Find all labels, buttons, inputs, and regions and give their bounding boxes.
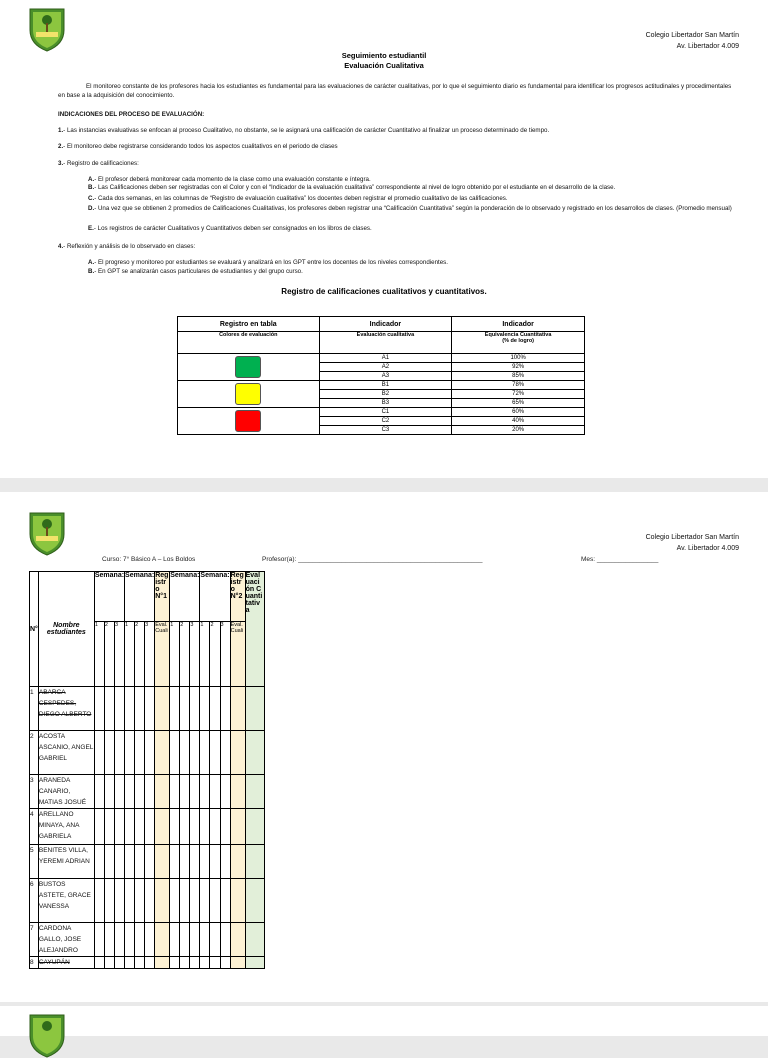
grade-cell[interactable] [210,923,220,957]
grade-cell[interactable] [180,731,190,775]
indicator: C3 [319,426,452,435]
eval-cuali-2: Eval. Cuali [230,622,245,687]
grade-cell[interactable] [170,809,180,845]
student-number: 8 [30,957,39,969]
grade-cell[interactable] [94,687,104,731]
grade-cell[interactable] [145,845,155,879]
grade-cell[interactable] [125,775,135,809]
grade-cell[interactable] [114,923,124,957]
table-row [30,775,265,809]
grade-cell[interactable] [94,879,104,923]
percent: 20% [452,426,585,435]
grade-cell[interactable] [114,957,124,969]
register-1-header: Registro N°1 [155,572,170,622]
green-swatch [235,356,261,378]
grade-cell[interactable] [230,957,245,969]
item-3d: D.- Una vez que se obtienen 2 promedios de Calificaciones Cualitativas, los profesores deben registrar una “Calificación Cuantitativa” según la ponderación de lo observado y registrado en los desarrollos de clases. (Promedio mensual) [88,205,732,212]
grade-cell[interactable] [180,845,190,879]
day-2: 2 [135,622,145,687]
doc-title: Seguimiento estudiantil [341,51,427,60]
grade-cell[interactable] [114,775,124,809]
student-number: 5 [30,845,39,879]
grade-cell[interactable] [190,957,200,969]
legend-sub-1: Colores de evaluación [178,332,320,354]
grade-cell[interactable] [190,845,200,879]
day-1: 1 [94,622,104,687]
grade-cell[interactable] [155,923,170,957]
intro-paragraph: El monitoreo constante de los profesores hacia los estudiantes es fundamental para las evaluaciones de carácter cualitativas, por lo que el seguimiento diario es fundamental para identificar los progresos actitudinales y procedimentales en base a la adquisición del conocimiento. [58,83,732,99]
red-swatch [235,410,261,432]
item-1: 1.- Las instancias evaluativas se enfocan al proceso Cualitativo, no obstante, se le asignará una calificación de carácter Cuantitativo al finalizar un proceso determinado de tiempo. [58,127,550,134]
table-row [30,845,265,879]
percent: 100% [452,354,585,363]
percent: 72% [452,390,585,399]
grade-cell[interactable] [94,731,104,775]
week-4-header: Semana: [200,572,230,622]
grade-cell[interactable] [200,957,210,969]
legend-header-1: Registro en tabla [178,317,320,332]
school-name: Colegio Libertador San Martín [645,534,739,541]
grade-cell[interactable] [145,879,155,923]
swatch-cell-yellow [178,381,320,408]
grade-cell[interactable] [200,687,210,731]
indicator: C1 [319,408,452,417]
grade-cell[interactable] [245,845,264,879]
grade-cell[interactable] [125,845,135,879]
indicator: A2 [319,363,452,372]
indicator: C2 [319,417,452,426]
grade-cell[interactable] [190,731,200,775]
grade-cell[interactable] [190,879,200,923]
grade-cell[interactable] [170,923,180,957]
month-field[interactable]: Mes: _________________ [581,556,659,563]
indicator: A1 [319,354,452,363]
student-name: BENITES VILLA, YEREMI ADRIAN [38,845,94,879]
grade-cell[interactable] [230,809,245,845]
table-row [30,923,265,957]
grade-cell[interactable] [114,731,124,775]
student-name: ACOSTA ASCANIO, ANGEL GABRIEL [38,731,94,775]
grade-cell[interactable] [145,809,155,845]
grade-cell[interactable] [114,809,124,845]
student-number: 4 [30,809,39,845]
grade-cell[interactable] [145,775,155,809]
grade-cell[interactable] [94,809,104,845]
course-label: Curso: 7° Básico A – Los Boldos [102,556,196,563]
grade-cell[interactable] [200,879,210,923]
day-1: 1 [125,622,135,687]
percent: 85% [452,372,585,381]
student-name: CARDONA GALLO, JOSE ALEJANDRO [38,923,94,957]
grade-cell[interactable] [125,731,135,775]
item-3a: A.- El profesor deberá monitorear cada momento de la clase como una evaluación constante e íntegra. [88,176,371,183]
grade-cell[interactable] [135,957,145,969]
table-row [30,731,265,775]
day-1: 1 [200,622,210,687]
grade-cell[interactable] [245,923,264,957]
grade-cell[interactable] [220,775,230,809]
indicator: B3 [319,399,452,408]
grade-cell[interactable] [170,775,180,809]
day-3: 3 [220,622,230,687]
grade-cell[interactable] [125,687,135,731]
legend-header-2: Indicador [319,317,452,332]
item-3: 3.- Registro de calificaciones: [58,160,139,167]
student-name: ARANEDA CANARIO, MATIAS JOSUÉ [38,775,94,809]
grade-cell[interactable] [210,957,220,969]
grade-cell[interactable] [145,957,155,969]
teacher-field[interactable]: Profesor(a): ___________________________________________________ [262,556,483,563]
item-4a: A.- El progreso y monitoreo por estudiantes se evaluará y analizará en los GPT entre los docentes de los niveles correspondientes. [88,259,448,266]
grade-cell[interactable] [170,687,180,731]
student-number: 1 [30,687,39,731]
grade-cell[interactable] [125,923,135,957]
item-3b: B.- Las Calificaciones deben ser registradas con el Color y con el “Indicador de la evaluación cualitativa” correspondiente al nivel de logro obtenido por el estudiante en el desarrollo de la clase. [88,184,616,191]
week-1-header: Semana: [94,572,124,622]
student-number: 3 [30,775,39,809]
grade-cell[interactable] [155,957,170,969]
grade-cell[interactable] [210,775,220,809]
student-name: ARELLANO MINAYA, ANA GABRIELA [38,809,94,845]
school-address: Av. Libertador 4.009 [676,43,739,50]
item-3c: C.- Cada dos semanas, en las columnas de “Registro de evaluación cualitativa” los docentes deben registrar el promedio cualitativo de las calificaciones. [88,195,508,202]
legend-header-3: Indicador [452,317,585,332]
grade-cell[interactable] [94,923,104,957]
document-page-3 [0,1006,768,1036]
student-number: 6 [30,879,39,923]
indicator: A3 [319,372,452,381]
day-3: 3 [190,622,200,687]
grade-cell[interactable] [155,845,170,879]
swatch-cell-green [178,354,320,381]
grade-cell[interactable] [200,923,210,957]
grade-cell[interactable] [125,879,135,923]
grade-cell[interactable] [170,879,180,923]
grade-cell[interactable] [145,731,155,775]
grade-cell[interactable] [135,775,145,809]
grade-cell[interactable] [190,687,200,731]
school-logo [28,6,66,52]
student-number: 2 [30,731,39,775]
grade-cell[interactable] [230,687,245,731]
grade-cell[interactable] [104,731,114,775]
grade-cell[interactable] [220,809,230,845]
grade-cell[interactable] [114,879,124,923]
student-name: BUSTOS ASTETE, GRACE VANESSA [38,879,94,923]
percent: 60% [452,408,585,417]
grade-cell[interactable] [135,923,145,957]
percent: 78% [452,381,585,390]
item-4: 4.- Reflexión y análisis de lo observado en clases: [58,243,196,250]
school-name: Colegio Libertador San Martín [645,32,739,39]
legend-sub-3: Equivalencia Cuantitativa (% de logro) [452,332,585,354]
week-3-header: Semana: [170,572,200,622]
school-logo [28,1012,66,1058]
grade-cell[interactable] [220,923,230,957]
grade-cell[interactable] [94,775,104,809]
grade-cell[interactable] [180,879,190,923]
item-4b: B.- En GPT se analizarán casos particulares de estudiantes y del grupo curso. [88,268,303,275]
yellow-swatch [235,383,261,405]
day-3: 3 [145,622,155,687]
day-1: 1 [170,622,180,687]
grade-cell[interactable] [155,809,170,845]
grade-cell[interactable] [135,809,145,845]
grade-cell[interactable] [245,809,264,845]
grade-cell[interactable] [245,775,264,809]
percent: 65% [452,399,585,408]
grade-cell[interactable] [104,879,114,923]
percent: 40% [452,417,585,426]
grade-cell[interactable] [230,923,245,957]
grade-cell[interactable] [104,809,114,845]
register-2-header: Registro N°2 [230,572,245,622]
school-address-block [646,532,739,554]
grade-cell[interactable] [210,731,220,775]
grade-cell[interactable] [155,879,170,923]
grade-cell[interactable] [210,879,220,923]
grade-cell[interactable] [180,687,190,731]
grade-cell[interactable] [104,775,114,809]
grade-cell[interactable] [210,687,220,731]
grade-cell[interactable] [104,923,114,957]
item-2: 2.- El monitoreo debe registrarse considerando todos los aspectos cualitativos en el periodo de clases [58,143,338,150]
table-title: Registro de calificaciones cualitativos y cuantitativos. [281,287,487,296]
grade-cell[interactable] [200,809,210,845]
grade-cell[interactable] [145,923,155,957]
doc-subtitle: Evaluación Cualitativa [344,61,424,70]
document-page-1 [0,0,768,478]
grade-cell[interactable] [190,809,200,845]
grade-cell[interactable] [220,687,230,731]
grade-cell[interactable] [245,879,264,923]
grade-cell[interactable] [245,687,264,731]
col-number-header: N° [30,572,39,687]
grade-cell[interactable] [180,923,190,957]
grade-cell[interactable] [200,845,210,879]
grade-cell[interactable] [145,687,155,731]
grade-cell[interactable] [135,879,145,923]
grade-cell[interactable] [220,845,230,879]
grade-cell[interactable] [180,809,190,845]
grade-cell[interactable] [114,845,124,879]
grade-cell[interactable] [230,731,245,775]
table-row [30,687,265,731]
grade-cell[interactable] [170,957,180,969]
grade-cell[interactable] [230,845,245,879]
student-name: ABARCA CESPEDES, DIEGO ALBERTO [38,687,94,731]
grade-cell[interactable] [200,775,210,809]
grade-cell[interactable] [155,687,170,731]
grade-cell[interactable] [94,845,104,879]
grade-cell[interactable] [200,731,210,775]
grade-cell[interactable] [94,957,104,969]
student-name: CAYUPÁN [38,957,94,969]
day-3: 3 [114,622,124,687]
school-address-block [646,30,739,52]
register-table [29,571,265,969]
week-2-header: Semana: [125,572,155,622]
grade-cell[interactable] [230,775,245,809]
student-number: 7 [30,923,39,957]
grade-cell[interactable] [210,845,220,879]
legend-table [177,316,585,435]
grade-cell[interactable] [210,809,220,845]
indications-title: INDICACIONES DEL PROCESO DE EVALUACIÓN: [58,111,205,118]
day-2: 2 [210,622,220,687]
item-3e: E.- Los registros de carácter Cualitativos y Cuantitativos deben ser consignados en los libros de clases. [88,225,372,232]
grade-cell[interactable] [170,845,180,879]
grade-cell[interactable] [220,731,230,775]
grade-cell[interactable] [245,957,264,969]
grade-cell[interactable] [190,923,200,957]
grade-cell[interactable] [190,775,200,809]
day-2: 2 [104,622,114,687]
legend-sub-2: Evaluación cualitativa [319,332,452,354]
indicator: B2 [319,390,452,399]
grade-cell[interactable] [245,731,264,775]
quantitative-header: Evaluación Cuantitativa [245,572,264,687]
grade-cell[interactable] [180,957,190,969]
grade-cell[interactable] [180,775,190,809]
grade-cell[interactable] [125,809,135,845]
grade-cell[interactable] [104,845,114,879]
grade-cell[interactable] [220,957,230,969]
indicator: B1 [319,381,452,390]
percent: 92% [452,363,585,372]
grade-cell[interactable] [170,731,180,775]
table-row [30,809,265,845]
col-name-header: Nombre estudiantes [38,572,94,687]
grade-cell[interactable] [135,731,145,775]
eval-cuali-1: Eval. Cuali [155,622,170,687]
day-2: 2 [180,622,190,687]
grade-cell[interactable] [220,879,230,923]
grade-cell[interactable] [104,687,114,731]
grade-cell[interactable] [135,845,145,879]
grade-cell[interactable] [155,775,170,809]
swatch-cell-red [178,408,320,435]
grade-cell[interactable] [125,957,135,969]
school-logo [28,510,66,556]
grade-cell[interactable] [155,731,170,775]
table-row [30,879,265,923]
table-row [30,957,265,969]
grade-cell[interactable] [135,687,145,731]
grade-cell[interactable] [104,957,114,969]
grade-cell[interactable] [230,879,245,923]
school-address: Av. Libertador 4.009 [676,545,739,552]
grade-cell[interactable] [114,687,124,731]
